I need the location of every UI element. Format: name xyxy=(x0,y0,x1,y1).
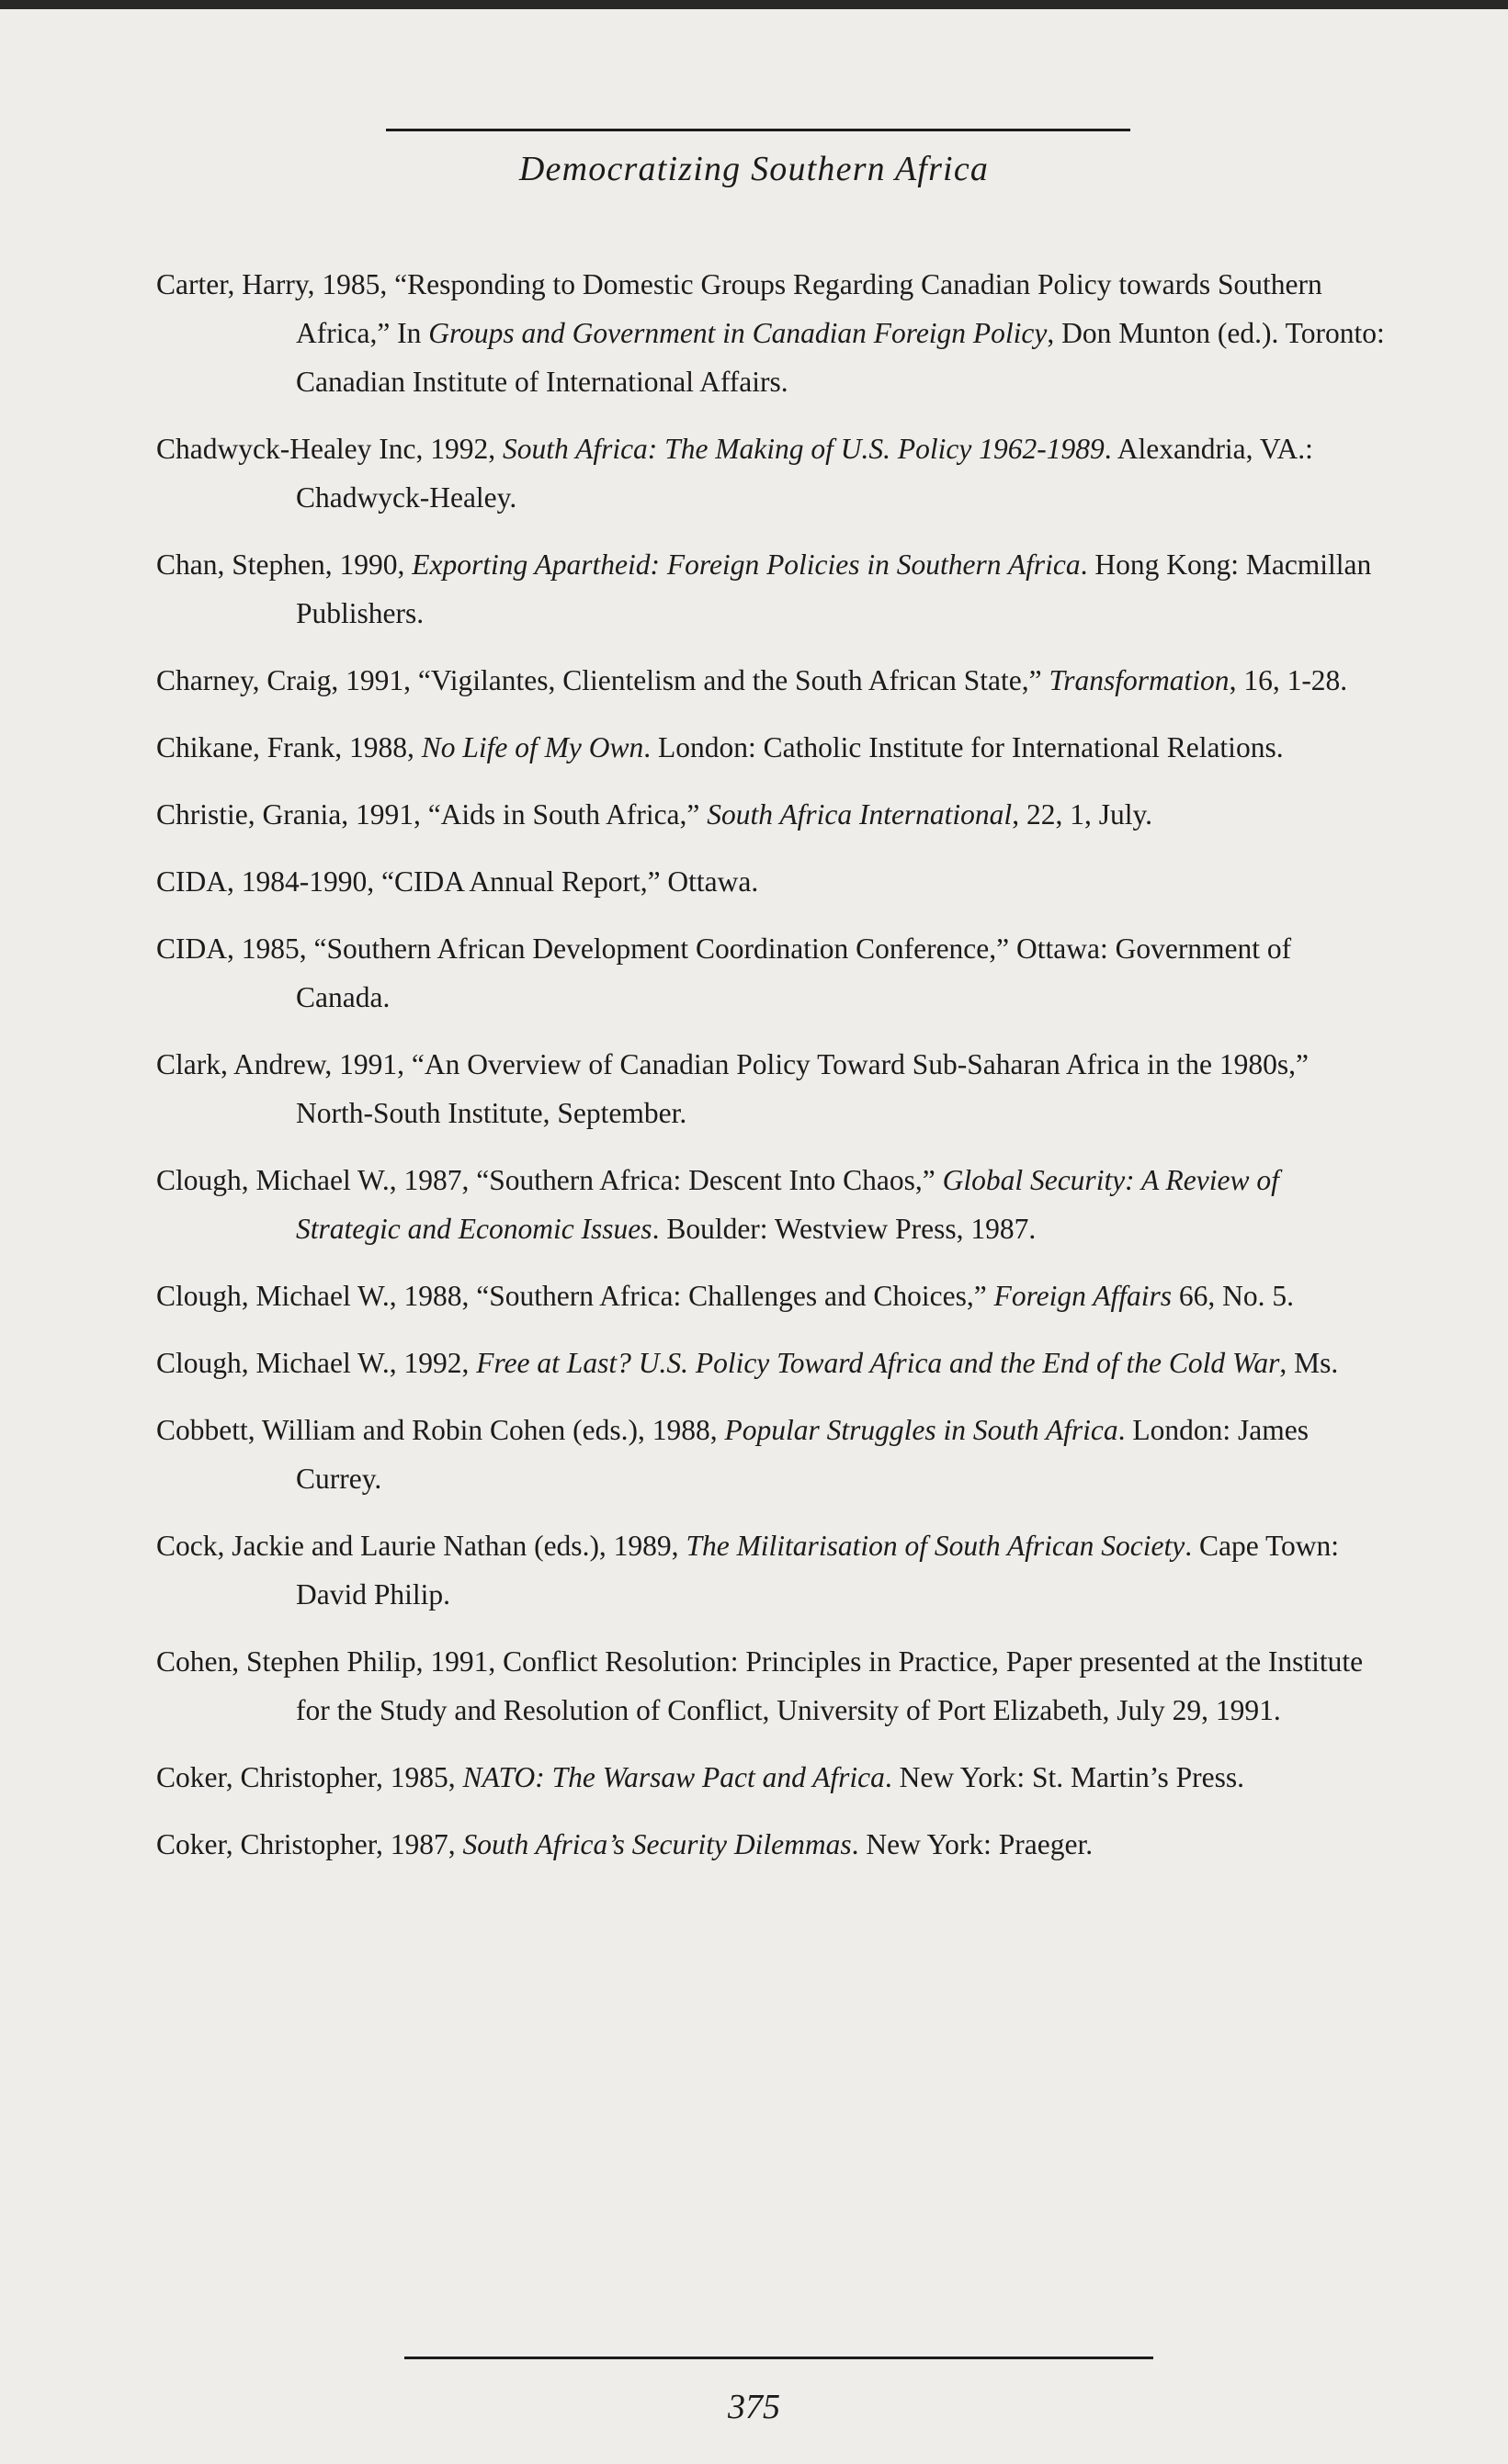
entry-text: Coker, Christopher, 1985, xyxy=(156,1761,463,1793)
entry-text: . Hong Kong: Macmillan Publishers. xyxy=(296,548,1372,629)
entry-title: South Africa International xyxy=(707,798,1013,831)
entry-text: CIDA, 1984-1990, “CIDA Annual Report,” Ottawa. xyxy=(156,865,759,898)
entry-text: Cobbett, William and Robin Cohen (eds.), 1988, xyxy=(156,1414,725,1446)
entry-text: , 16, 1-28. xyxy=(1229,664,1348,696)
entry-title: Foreign Affairs xyxy=(993,1280,1172,1312)
entry-text: Clough, Michael W., 1992, xyxy=(156,1347,477,1379)
footer-rule xyxy=(404,2357,1153,2359)
bibliography-entry xyxy=(156,1521,1388,1619)
entry-title: South Africa: The Making of U.S. Policy 1962-1989 xyxy=(503,433,1105,465)
entry-text: Clough, Michael W., 1988, “Southern Africa: Challenges and Choices,” xyxy=(156,1280,994,1312)
bibliography-entry xyxy=(156,540,1388,638)
entry-text: , Ms. xyxy=(1279,1347,1339,1379)
bibliography-entry xyxy=(156,790,1388,839)
entry-title: The Militarisation of South African Society xyxy=(686,1530,1185,1562)
bibliography-entry xyxy=(156,857,1388,906)
bibliography-entry xyxy=(156,1637,1388,1735)
entry-title: South Africa’s Security Dilemmas xyxy=(462,1828,852,1860)
entry-text: . London: Catholic Institute for International Relations. xyxy=(643,731,1284,763)
entry-text: 66, No. 5. xyxy=(1171,1280,1294,1312)
bibliography-entry xyxy=(156,723,1388,772)
entry-text: Clough, Michael W., 1987, “Southern Africa: Descent Into Chaos,” xyxy=(156,1164,943,1196)
entry-text: Coker, Christopher, 1987, xyxy=(156,1828,463,1860)
bibliography-entry xyxy=(156,1339,1388,1387)
bibliography-entry xyxy=(156,260,1388,406)
entry-text: . London: James Currey. xyxy=(296,1414,1310,1495)
entry-title: Free at Last? U.S. Policy Toward Africa and the End of the Cold War xyxy=(476,1347,1280,1379)
entry-title: NATO: The Warsaw Pact and Africa xyxy=(462,1761,885,1793)
bibliography-entry xyxy=(156,1406,1388,1503)
running-title: Democratizing Southern Africa xyxy=(518,150,990,188)
entry-text: Carter, Harry, 1985, “Responding to Domestic Groups Regarding Canadian Policy towards Southern Africa,” In xyxy=(156,268,1322,349)
bibliography-entry xyxy=(156,1040,1388,1137)
entry-title: Groups and Government in Canadian Foreign Policy xyxy=(428,317,1048,349)
entry-text: CIDA, 1985, “Southern African Development Coordination Conference,” Ottawa: Government of Canada. xyxy=(156,932,1292,1013)
bibliography-entry xyxy=(156,1820,1388,1869)
bibliography-entry xyxy=(156,424,1388,522)
entry-title: Transformation xyxy=(1049,664,1230,696)
bibliography-entry xyxy=(156,656,1388,705)
entry-text: . New York: St. Martin’s Press. xyxy=(884,1761,1245,1793)
entry-text: Clark, Andrew, 1991, “An Overview of Canadian Policy Toward Sub-Saharan Africa in the 1980s,” North-South Institute, September. xyxy=(156,1048,1310,1129)
entry-text: . New York: Praeger. xyxy=(851,1828,1094,1860)
entry-text: Chikane, Frank, 1988, xyxy=(156,731,422,763)
entry-text: Chadwyck-Healey Inc, 1992, xyxy=(156,433,504,465)
entry-title: Global Security: A Review of Strategic and Economic Issues xyxy=(296,1164,1279,1245)
entry-text: . Boulder: Westview Press, 1987. xyxy=(652,1213,1037,1245)
bibliography-list xyxy=(156,260,1388,1887)
entry-text: Chan, Stephen, 1990, xyxy=(156,548,413,581)
entry-title: Popular Struggles in South Africa xyxy=(724,1414,1118,1446)
entry-text: . Cape Town: David Philip. xyxy=(296,1530,1340,1611)
entry-text: Charney, Craig, 1991, “Vigilantes, Clientelism and the South African State,” xyxy=(156,664,1049,696)
bibliography-entry xyxy=(156,1156,1388,1253)
entry-text: Cock, Jackie and Laurie Nathan (eds.), 1989, xyxy=(156,1530,686,1562)
entry-text: Cohen, Stephen Philip, 1991, Conflict Resolution: Principles in Practice, Paper presented at the Institute for the Study and Resolution of Conflict, University of Port Elizabeth, July 29, 1991. xyxy=(156,1645,1364,1726)
page-top-edge xyxy=(0,0,1508,9)
bibliography-entry xyxy=(156,1753,1388,1802)
bibliography-entry xyxy=(156,1272,1388,1320)
entry-text: , 22, 1, July. xyxy=(1012,798,1153,831)
header-rule xyxy=(386,129,1130,131)
entry-text: , Don Munton (ed.). Toronto: Canadian Institute of International Affairs. xyxy=(296,317,1385,398)
entry-text: . Alexandria, VA.: Chadwyck-Healey. xyxy=(296,433,1313,514)
entry-text: Christie, Grania, 1991, “Aids in South Africa,” xyxy=(156,798,708,831)
entry-title: No Life of My Own xyxy=(421,731,644,763)
page-number: 375 xyxy=(728,2388,780,2426)
entry-title: Exporting Apartheid: Foreign Policies in Southern Africa xyxy=(412,548,1081,581)
bibliography-entry xyxy=(156,924,1388,1022)
